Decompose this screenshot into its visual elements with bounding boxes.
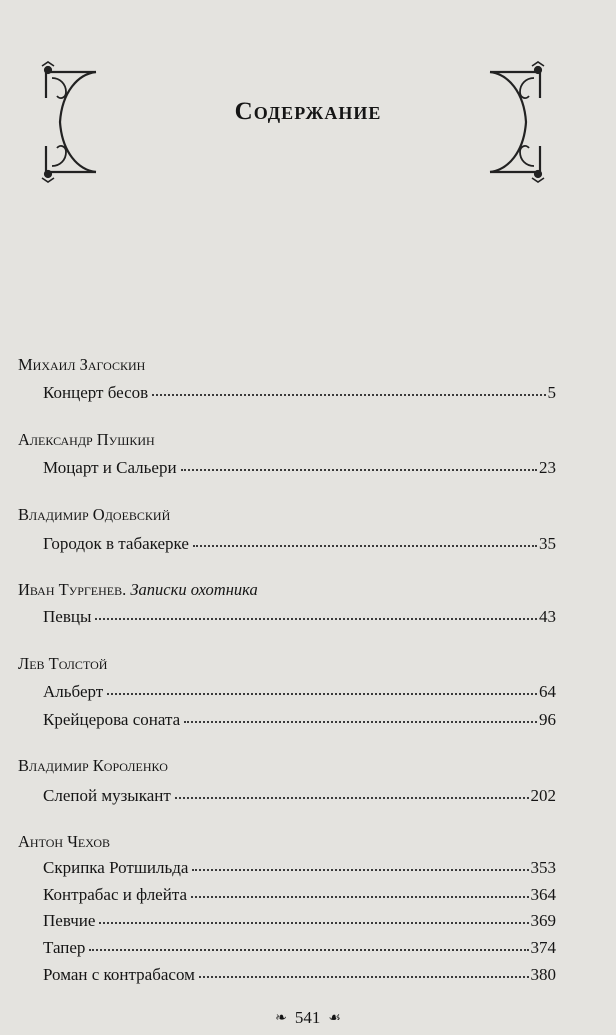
leader-dots (95, 606, 537, 620)
leader-dots (191, 884, 528, 898)
page-number: 541 (294, 1008, 321, 1027)
leader-dots (107, 681, 537, 695)
author-heading: Лев Толстой (18, 654, 108, 673)
leader-dots (181, 457, 537, 471)
leader-dots (99, 910, 528, 924)
entry-title: Слепой музыкант (43, 786, 171, 805)
toc-entry[interactable] (43, 534, 556, 556)
leader-dots (89, 937, 528, 951)
entry-page: 380 (530, 965, 556, 984)
entry-page: 5 (547, 383, 556, 402)
entry-page: 96 (539, 710, 556, 729)
entry-title: Тапер (43, 938, 86, 957)
entry-page: 364 (530, 885, 556, 904)
author-name: Иван Тургенев. (18, 580, 127, 599)
toc-entry[interactable] (43, 710, 556, 732)
author-heading: Михаил Загоскин (18, 355, 146, 374)
entry-title: Контрабас и флейта (43, 885, 188, 904)
fleuron-right-icon: ☙ (328, 1010, 341, 1026)
page-title: Содержание (234, 98, 382, 125)
entry-page: 202 (530, 786, 556, 805)
toc-entry[interactable] (43, 965, 556, 987)
leader-dots (192, 857, 528, 871)
author-heading: Владимир Короленко (18, 756, 168, 775)
entry-title: Певцы (43, 607, 92, 626)
toc-entry[interactable] (43, 682, 556, 704)
toc-entry[interactable] (43, 607, 556, 629)
entry-page: 374 (530, 938, 556, 957)
entry-title: Городок в табакерке (43, 534, 189, 553)
page-footer (0, 1008, 616, 1028)
entry-title: Крейцерова соната (43, 710, 181, 729)
entry-page: 23 (539, 458, 556, 477)
entry-page: 43 (539, 607, 556, 626)
author-heading: Александр Пушкин (18, 430, 155, 449)
entry-title: Певчие (43, 911, 96, 930)
toc-entry[interactable] (43, 383, 556, 405)
entry-title: Роман с контрабасом (43, 965, 195, 984)
entry-page: 64 (539, 682, 556, 701)
leader-dots (175, 785, 529, 799)
entry-page: 369 (530, 911, 556, 930)
leader-dots (184, 709, 537, 723)
leader-dots (152, 382, 545, 396)
toc-entry[interactable] (43, 885, 556, 907)
leader-dots (193, 533, 537, 547)
author-heading (18, 580, 258, 600)
author-heading: Антон Чехов (18, 832, 110, 851)
entry-title: Альберт (43, 682, 104, 701)
toc-entry[interactable] (43, 911, 556, 933)
toc-entry[interactable] (43, 938, 556, 960)
entry-title: Скрипка Ротшильда (43, 858, 189, 877)
toc-entry[interactable] (43, 458, 556, 480)
entry-page: 35 (539, 534, 556, 553)
entry-title: Моцарт и Сальери (43, 458, 177, 477)
entry-page: 353 (530, 858, 556, 877)
fleuron-left-icon: ❧ (275, 1010, 287, 1026)
toc-entry[interactable] (43, 858, 556, 880)
leader-dots (199, 964, 529, 978)
collection-title: Записки охотника (130, 580, 258, 599)
entry-title: Концерт бесов (43, 383, 149, 402)
toc-entry[interactable] (43, 786, 556, 808)
author-heading: Владимир Одоевский (18, 505, 171, 524)
